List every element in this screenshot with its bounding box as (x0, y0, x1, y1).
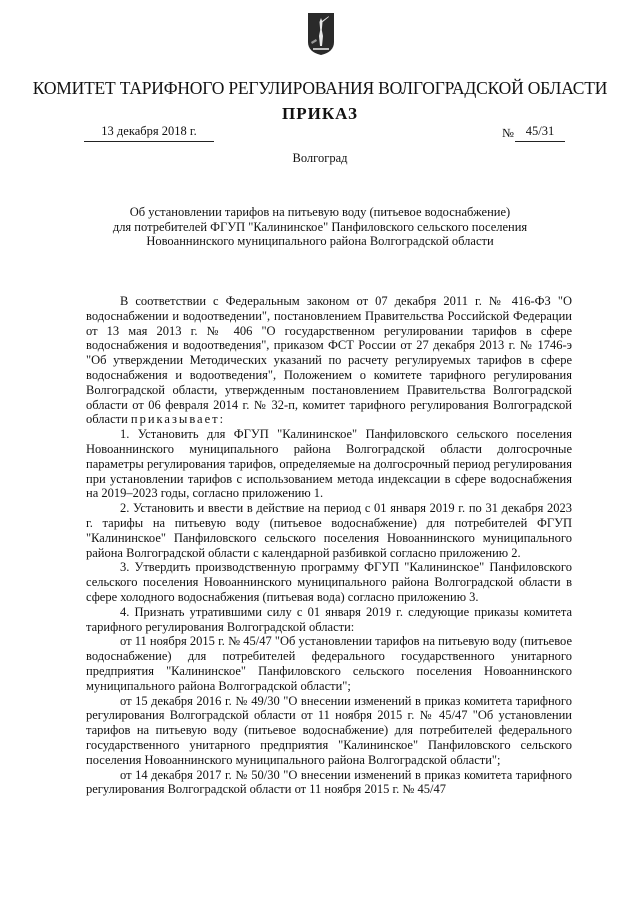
order-date: 13 декабря 2018 г. (84, 124, 214, 142)
item-3-paragraph: 3. Утвердить производственную программу ФГУП "Калининское" Панфиловского сельского поселения Новоаннинского муниципального района Волгоградской области в сфере холодного водоснабжения (питьевая вода) согласно приложению 3. (86, 560, 572, 604)
order-number: 45/31 (515, 124, 565, 142)
item-1-paragraph: 1. Установить для ФГУП "Калининское" Панфиловского сельского поселения Новоаннинского муниципального района Волгоградской области долгосрочные параметры регулирования тарифов, определяемые на долгосрочный период регулирования при установлении тарифов с использованием метода индексации в сфере водоснабжения на 2019–2023 годы, согласно приложению 1. (86, 427, 572, 501)
city-name: Волгоград (292, 151, 348, 165)
subject-line: для потребителей ФГУП "Калининское" Панфиловского сельского поселения (112, 219, 528, 234)
order-subject (90, 205, 550, 249)
subject-line: Новоаннинского муниципального района Волгоградской области (146, 234, 494, 248)
preamble-paragraph (86, 294, 572, 427)
document-type-title: ПРИКАЗ (282, 104, 358, 123)
repealed-order-3: от 14 декабря 2017 г. № 50/30 "О внесении изменений в приказ комитета тарифного регулирования Волгоградской области от 11 ноября 2015 г. № 45/47 (86, 767, 572, 797)
order-number-label: № (502, 126, 514, 140)
subject-line: Об установлении тарифов на питьевую воду (питьевое водоснабжение) (129, 205, 511, 219)
preamble-text: В соответствии с Федеральным законом от 07 декабря 2011 г. № 416-ФЗ "О водоснабжении и водоотведении", постановлением Правительства Российской Федерации от 13 мая 2013 г. № 406 "О государственном регулировании тарифов в сфере водоснабжения и водоотведения", приказом ФСТ России от 27 декабря 2013 г. № 1746-э "Об утверждении Методических указаний по расчету регулируемых тарифов в сфере водоснабжения и водоотведения", Положением о комитете тарифного регулирования Волгоградской области, утвержденным постановлением Правительства Волгоградской области от 06 февраля 2014 г. № 32-п, комитет тарифного регулирования Волгоградской области (86, 294, 572, 427)
committee-name: КОМИТЕТ ТАРИФНОГО РЕГУЛИРОВАНИЯ ВОЛГОГРАДСКОЙ ОБЛАСТИ (32, 78, 608, 98)
repealed-order-1: от 11 ноября 2015 г. № 45/47 "Об установлении тарифов на питьевую воду (питьевое водоснабжение) для потребителей федерального государственного унитарного предприятия "Калининское" Панфиловского сельского поселения Новоаннинского муниципального района Волгоградской области"; (86, 634, 572, 693)
orders-word: приказывает: (130, 412, 226, 427)
order-body (86, 294, 572, 797)
repealed-order-2: от 15 декабря 2016 г. № 49/30 "О внесении изменений в приказ комитета тарифного регулирования Волгоградской области от 11 ноября 2015 г. № 45/47 "Об установлении тарифов на питьевую воду (питьевое водоснабжение) для потребителей федерального государственного унитарного предприятия "Калининское" Панфиловского сельского поселения Новоаннинского муниципального района Волгоградской области"; (86, 693, 572, 767)
volgograd-coat-of-arms-icon (307, 12, 335, 56)
item-4-paragraph: 4. Признать утратившими силу с 01 января 2019 г. следующие приказы комитета тарифного регулирования Волгоградской области: (86, 604, 572, 634)
item-2-paragraph: 2. Установить и ввести в действие на период с 01 января 2019 г. по 31 декабря 2023 г. тарифы на питьевую воду (питьевое водоснабжение) для потребителей ФГУП "Калининское" Панфиловского сельского поселения Новоаннинского муниципального района Волгоградской области с календарной разбивкой согласно приложению 2. (86, 501, 572, 560)
